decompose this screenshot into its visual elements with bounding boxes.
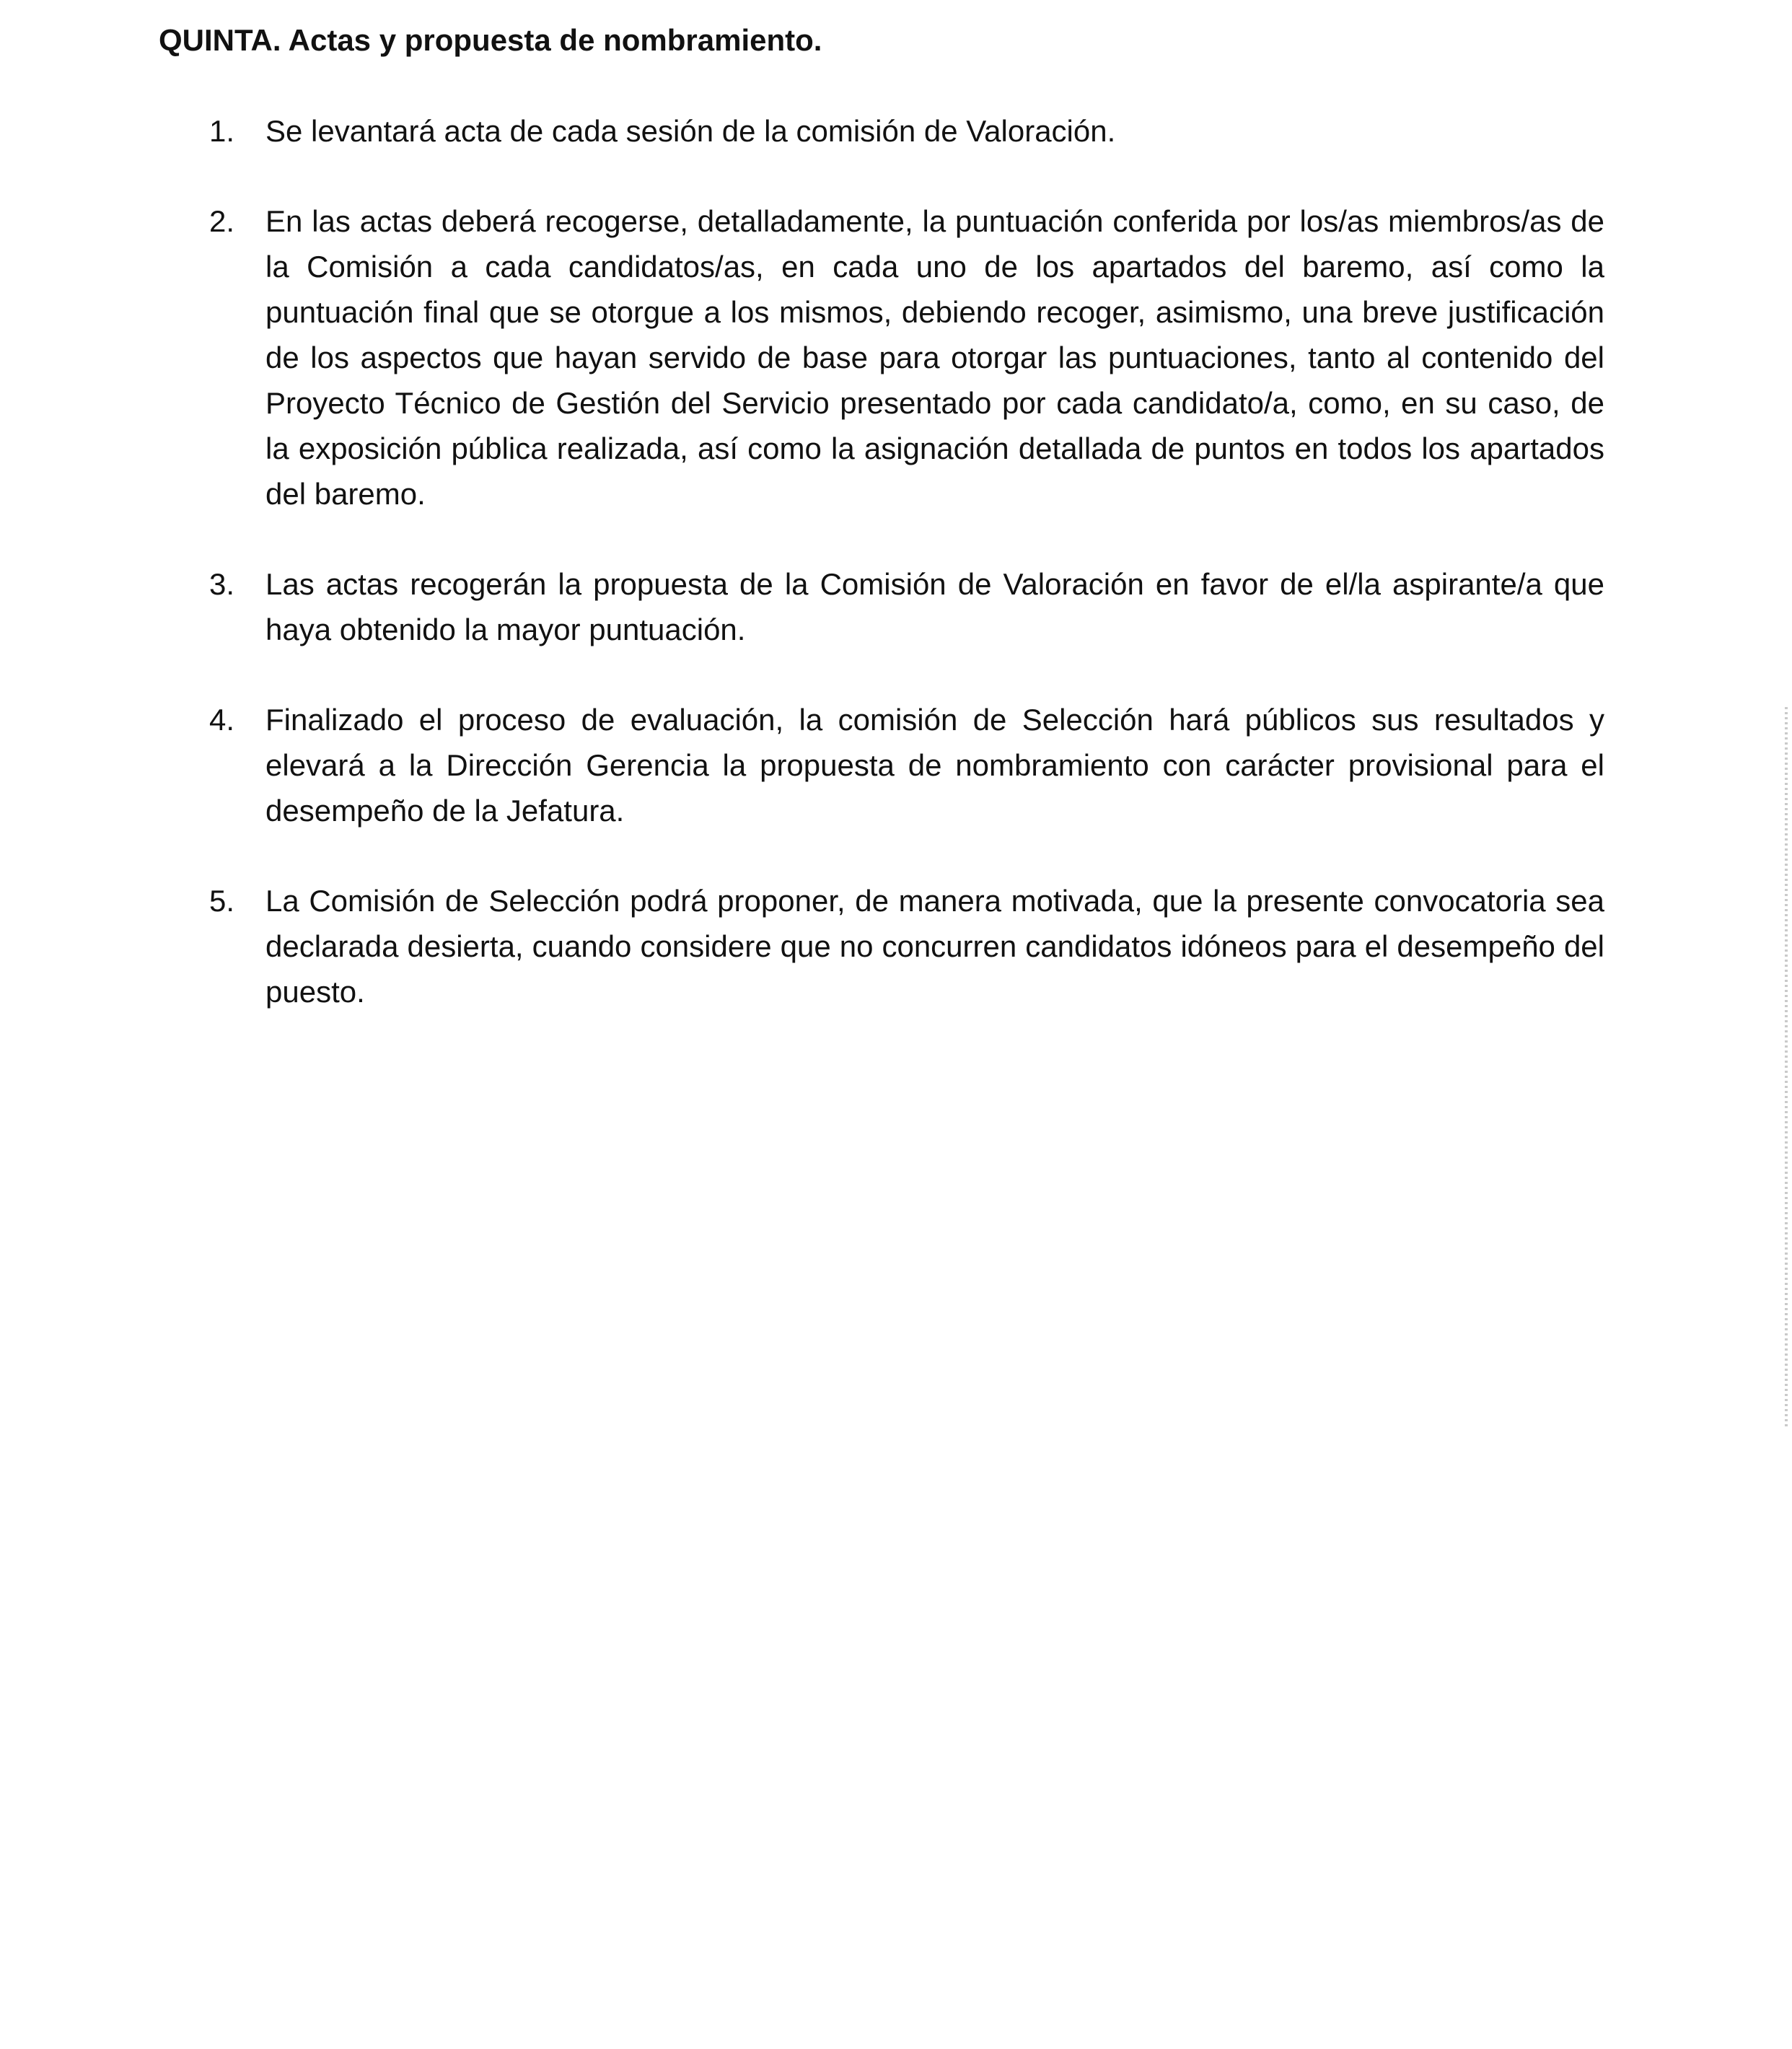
list-item: [209, 198, 1604, 517]
list-item-text: Se levantará acta de cada sesión de la comisión de Valoración.: [265, 114, 1116, 148]
list-item-text: La Comisión de Selección podrá proponer, de manera motivada, que la presente convocatoria sea declarada desierta, cuando considere que no concurren candidatos idóneos para el desempeño del puesto.: [265, 884, 1604, 1009]
list-item: [209, 697, 1604, 833]
list-item-number: 5.: [209, 884, 235, 918]
list-item-text: Finalizado el proceso de evaluación, la comisión de Selección hará públicos sus resultados y elevará a la Dirección Gerencia la propuesta de nombramiento con carácter provisional para el desempeño de la Jefatura.: [265, 703, 1604, 828]
numbered-list: [209, 108, 1604, 1059]
list-item: [209, 878, 1604, 1014]
list-item: [209, 108, 1604, 154]
list-item-number: 1.: [209, 114, 235, 148]
list-item-number: 3.: [209, 567, 235, 601]
list-item-text: Las actas recogerán la propuesta de la Comisión de Valoración en favor de el/la aspirante/a que haya obtenido la mayor puntuación.: [265, 567, 1604, 646]
list-item-number: 4.: [209, 703, 235, 737]
vertical-margin-mark: [1785, 707, 1788, 1429]
list-item: [209, 561, 1604, 652]
list-item-number: 2.: [209, 204, 235, 238]
list-item-text: En las actas deberá recogerse, detalladamente, la puntuación conferida por los/as miembros/as de la Comisión a cada candidatos/as, en cada uno de los apartados del baremo, así como la puntuación final que se otorgue a los mismos, debiendo recoger, asimismo, una breve justificación de los aspectos que hayan servido de base para otorgar las puntuaciones, tanto al contenido del Proyecto Técnico de Gestión del Servicio presentado por cada candidato/a, como, en su caso, de la exposición pública realizada, así como la asignación detallada de puntos en todos los apartados del baremo.: [265, 204, 1604, 511]
section-title: QUINTA. Actas y propuesta de nombramiento.: [159, 23, 822, 57]
